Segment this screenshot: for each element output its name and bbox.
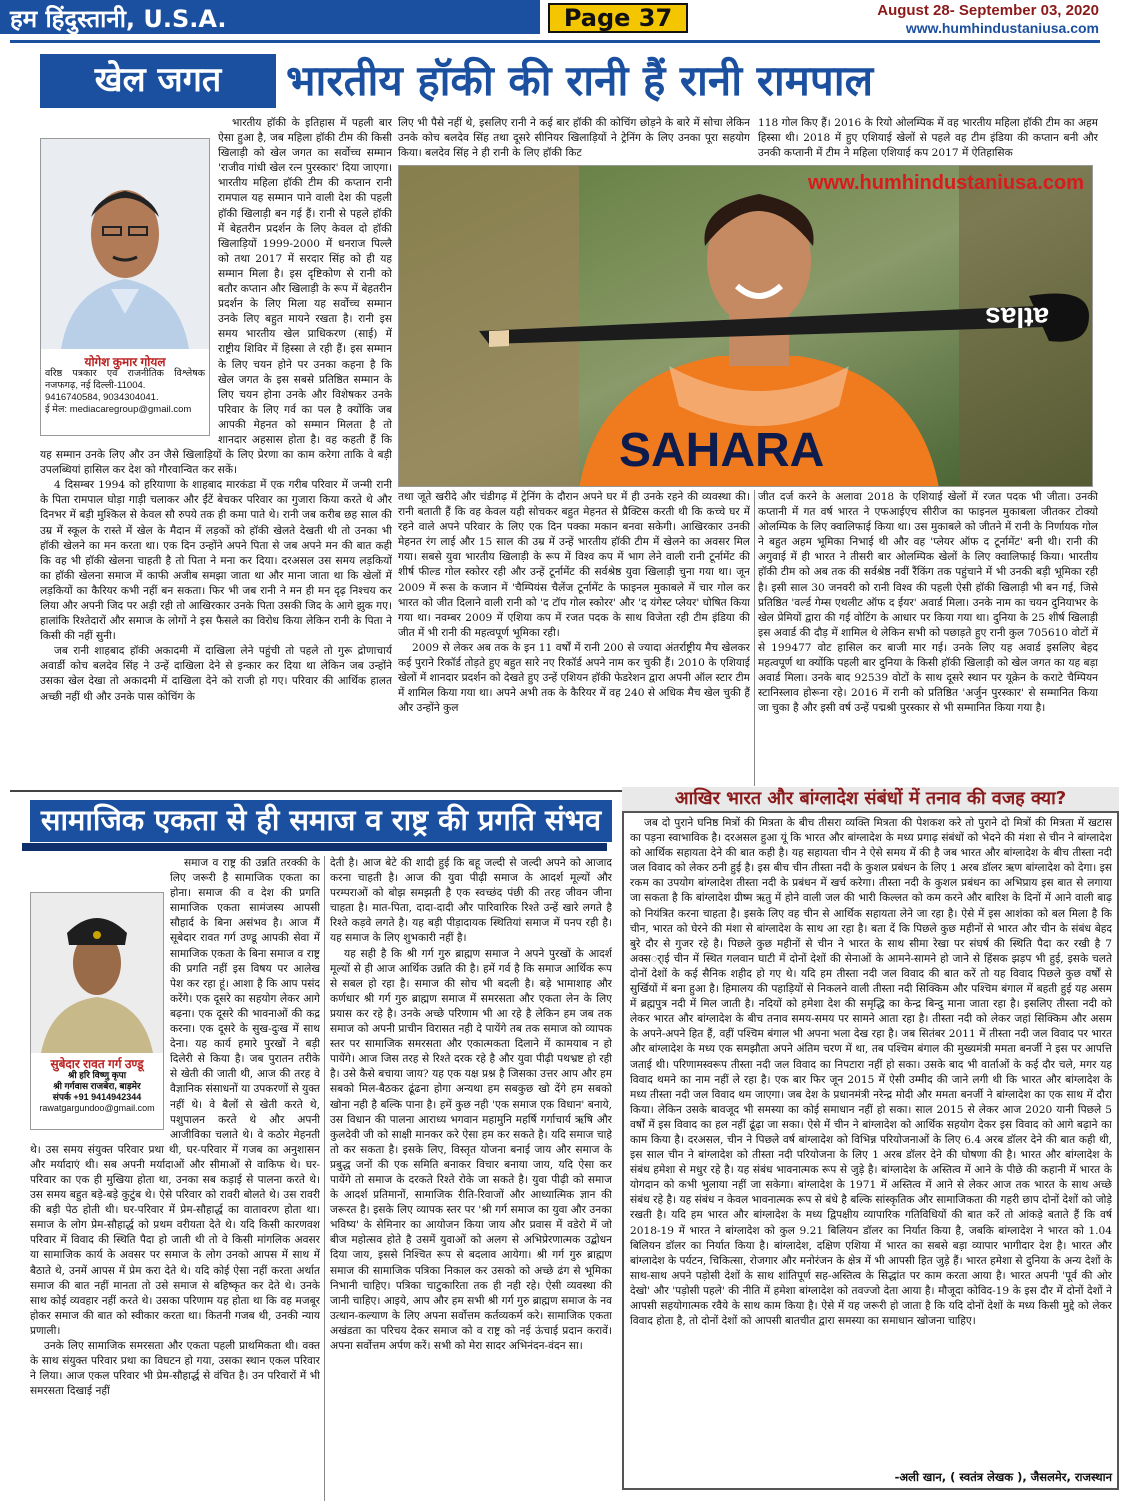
article1-paragraph: 118 गोल किए हैं। 2016 के रियो ओलम्पिक में वह भारतीय महिला हॉकी टीम का अहम हिस्सा थी। 2018 में हुए एशियाई खेलों से पहले वह टीम इंडिया की कप्तान बनी और उनकी कप्तानी में टीम ने महिला एशियाई कप 2017 में ऐतिहासिक <box>758 117 1098 160</box>
article1-column-2 <box>398 490 750 786</box>
article1-paragraph: तथा जूते खरीदे और चंडीगढ़ में ट्रेनिंग के दौरान अपने घर में ही उनके रहने की व्यवस्था की। रानी बताती हैं कि वह केवल यही सोचकर बहुत मेहनत से प्रैक्टिस करती थी कि कच्चे घर में रहने वाले अपने परिवार के लिए एक दिन पक्का मकान बनवा सकेगी। आखिरकार उनकी मेहनत रंग लाई और 15 साल की उम्र में उन्हें भारतीय हॉकी टीम में खेलने का अवसर मिल गया। सबसे युवा भारतीय खिलाड़ी के रूप में विश्व कप में भाग लेने वाली रानी टूर्नामेंट की शीर्ष फील्ड गोल स्कोरर रही और उन्हें टूर्नामेंट की सर्वश्रेष्ठ युवा खिलाड़ी चुना गया था। जून 2009 में रूस के कजान में 'चैम्पियंस चैलेंज टूर्नामेंट के फाइनल मुकाबले में चार गोल कर भारत को जीत दिलाने वाली रानी को 'द टॉप गोल स्कोरर' और 'द यंगेस्ट प्लेयर' घोषित किया गया था। नवम्बर 2009 में एशिया कप में रजत पदक के साथ विजेता रही टीम इंडिया की जीत में भी रानी की महत्वपूर्ण भूमिका रही। <box>398 491 750 639</box>
author-portrait-image <box>41 139 209 349</box>
article2-column-2 <box>330 856 612 1506</box>
column-divider <box>324 856 325 1501</box>
article2-column-1 <box>30 856 320 1506</box>
author-name: योगेश कुमार गोयल <box>84 355 166 370</box>
author-photo <box>40 138 210 436</box>
article2-paragraph: समाज व राष्ट्र की उन्नति तरक्की के लिए जरूरी है सामाजिक एकता का होना। समाज की व देश की प्रगति सामाजिक एकता सामंजस्य आपसी सौहार्द के बिना असंभव है। आज मैं सूबेदार रावत गर्ग उण्डू आपकी सेवा में सामाजिक एकता के बिना समाज व राष्ट्र की प्रगति नहीं इस विषय पर आलेख पेश कर रहा हूं। आशा है कि आप पसंद करेंगे। एक दूसरे का सहयोग लेकर आगे बढ़ना। एक दूसरे की भावनाओं की कद्र करना। एक दूसरे के सुख-दुःख में साथ देना। यह कार्य हमारे पुरखों ने बड़ी दिलेरी से किया है। जब पुरातन तरीके से खेती की जाती थी, आज की तरह वे वैज्ञानिक संसाधनों या उपकरणों से युक्त नहीं थे। वे बैलों से खेती करते थे, पशुपालन करते थे और अपनी आजीविका चलाते थे। वे कठोर मेहनती थे। उस समय संयुक्त परिवार प्रथा थी, घर-परिवार में गजब का अनुशासन और मर्यादाएं थी। सब अपनी मर्यादाओं और सीमाओं से वाकिफ थे। घर-परिवार का एक ही मुखिया होता था, उनका सब कड़ाई से पालना करते थे। उस समय बहुत बड़े-बड़े कुटुंब थे। ऐसे परिवार को रावरी बोलते थे। उस रावरी की बड़ी पेठ होती थी। घर-परिवार में प्रेम-सौहार्द्ध का वातावरण होता था। समाज के लोग प्रेम-सौहार्द्ध को प्रथम वरीयता देते थे। यदि किसी कारणवश परिवार में विवाद की स्थिति पैदा हो जाती थी तो वे किसी मांगलिक अवसर या सामाजिक कार्य के अवसर पर समाज के लोग उनको आपस में साथ में बैठाते थे, उनमें आपस में प्रेम करा देते थे। यदि कोई ऐसा नहीं करता अर्थात समाज की बात नहीं मानता तो उसे समाज से बहिष्कृत कर देते थे। उनके साथ कोई व्यवहार नहीं करते थे। उसका परिणाम यह होता था कि वह मजबूर होकर समाज की बात को स्वीकार करता था। कितनी गजब थी, उनकी न्याय प्रणाली। <box>30 857 320 1337</box>
author-caption <box>41 354 209 418</box>
article1-column-3 <box>758 490 1098 786</box>
headline-underbar <box>22 843 607 851</box>
article1-paragraph: लिए भी पैसे नहीं थे, इसलिए रानी ने कई बार हॉकी की कोचिंग छोड़ने के बारे में सोचा लेकिन उनके कोच बलदेव सिंह तथा दूसरे सीनियर खिलाड़ियों ने ट्रेनिंग के लिए उनका पूरा सहयोग किया। बलदेव सिंह ने ही रानी के लिए हॉकी किट <box>398 117 750 160</box>
column-divider <box>754 490 755 786</box>
author2-caption <box>31 1058 163 1115</box>
author2-desc-1: श्री हरि विष्णु कृपा <box>67 1070 127 1081</box>
article2-headline: सामाजिक एकता से ही समाज व राष्ट्र की प्रगति संभव <box>30 800 612 842</box>
article1-column-1 <box>40 116 392 786</box>
author2-phone: संपर्क +91 9414942344 <box>52 1092 142 1103</box>
author2-name: सुबेदार रावत गर्ग उण्डू <box>50 1057 144 1072</box>
author-email: ई मेल: mediacaregroup@gmail.com <box>45 404 192 416</box>
page-number: Page 37 <box>548 3 688 33</box>
website-link[interactable]: www.humhindustaniusa.com <box>905 20 1099 36</box>
author2-desc-2: श्री गर्गवास राजबेरा, बाड़मेर <box>53 1081 141 1092</box>
article1-paragraph: जब रानी शाहबाद हॉकी अकादमी में दाखिला लेने पहुंची तो पहले तो गुरू द्रोणाचार्य अवार्डी कोच बलदेव सिंह ने उन्हें दाखिला देने से इन्कार कर दिया था लेकिन जब उन्होंने उसका खेल देखा तो अकादमी में दाखिला देने को राजी हो गए। परिवार की आर्थिक हालत अच्छी नहीं थी और उनके पास कोचिंग के <box>40 645 392 703</box>
player-photo <box>398 165 1093 487</box>
photo-watermark: www.humhindustaniusa.com <box>808 172 1084 194</box>
article1-paragraph: जीत दर्ज करने के अलावा 2018 के एशियाई खेलों में रजत पदक भी जीता। उनकी कप्तानी में गत वर्ष भारत ने एफआईएच सीरीज का फाइनल मुकाबला जीतकर टोक्यो ओलम्पिक के लिए क्वालिफाई किया था। उस मुकाबले को जीतने में रानी के निर्णायक गोल ने बहुत अहम भूमिका निभाई थी और वह 'प्लेयर ऑफ द टूर्नामेंट' बनी थी। रानी की अगुवाई में ही भारत ने तीसरी बार ओलम्पिक खेलों के लिए क्वालिफाई किया। भारतीय हॉकी टीम को अब तक की सर्वश्रेष्ठ नवीं रैंकिंग तक पहुंचाने में भी उनकी बड़ी भूमिका रही है। इसी साल 30 जनवरी को रानी विश्व की पहली ऐसी हॉकी खिलाड़ी भी बन गई, जिसे प्रतिष्ठित 'वर्ल्ड गेम्स एथलीट ऑफ द ईयर' अवार्ड मिला। उनके नाम का चयन दुनियाभर के खेल प्रेमियों द्वारा की गई वोटिंग के आधार पर किया गया था। दुनिया के 25 शीर्ष खिलाड़ी इस अवार्ड की दौड़ में शामिल थे लेकिन सभी को पछाड़ते हुए रानी कुल 705610 वोटों में से 199477 वोट हासिल कर बाजी मार गई। उनके लिए यह अवार्ड इसलिए बेहद महत्वपूर्ण था क्योंकि पहली बार दुनिया के किसी हॉकी खिलाड़ी को खेल जगत का यह बड़ा अवार्ड मिला। उनके बाद 92539 वोटों के साथ दूसरे स्थान पर यूक्रेन के कराटे चैम्पियन स्टानिस्लाव होरूना रहे। 2016 में रानी को प्रतिष्ठित 'अर्जुन पुरस्कार' से सम्मानित किया जा चुका है और इसी वर्ष उन्हें पद्मश्री पुरस्कार से भी सम्मानित किया गया है। <box>758 491 1098 715</box>
article2-paragraph: उनके लिए सामाजिक समरसता और एकता पहली प्राथमिकता थी। वक्त के साथ संयुक्त परिवार प्रथा का विघटन हो गया, उसका स्थान एकल परिवार ने लिया। आज एकल परिवार भी प्रेम-सौहार्द्ध से वंचित है। उन परिवारों में भी समरसता दिखाई नहीं <box>30 1340 320 1398</box>
article3-paragraph: जब दो पुराने घनिष्ठ मित्रों की मित्रता के बीच तीसरा व्यक्ति मित्रता की पेशकश करे तो पुराने दो मित्रों की मित्रता में खटास का पड़ना स्वाभाविक है। दरअसल हुआ यूं कि भारत और बांग्लादेश के मध्य प्रगाढ़ संबंधों को भेदने की मंशा से चीन ने बांग्लादेश को आर्थिक सहायता देने की बात कही है। यह सहायता चीन ने ऐसे समय में की है जब भारत और बांग्लादेश के बीच तीस्ता नदी जल विवाद को लेकर ठनी हुई है। इस बीच चीन तीस्ता नदी के कुशल प्रबंधन के लिए 1 अरब डॉलर ऋण बांग्लादेश को देगा। इस रकम का उपयोग बांग्लादेश तीस्ता नदी के प्रबंधन में खर्च करेगा। तीस्ता नदी के कुशल प्रबंधन का अभिप्राय इस बात से लगाया जा सकता है कि बांग्लादेश ग्रीष्म ऋतु में होने वाली जल की भारी किल्लत को कम करने और बारिश के दिनों में आने वाली बाढ़ को नियंत्रित करना चाहता है। इसके लिए वह चीन से आर्थिक सहायता लेने जा रहा है। ऐसे में इस आशंका को बल मिला है कि चीन, भारत को घेरने की मंशा से बांग्लादेश के साथ आ रहा है। बता दें कि पिछले कुछ महीनों से भारत और चीन के संबंध बेहद बुरे दौर से गुजर रहे है। पिछले कुछ महीनों से चीन ने भारत के साथ सीमा रेखा पर संघर्ष की स्थिति पैदा कर रखी है 7 अक्सर्ाई चीन में स्थित गलवान घाटी में दोनों देशों की सेनाओं के आमने-सामने हो जाने से हिंसक झड़प भी हुई, इसके चलते दोनों देशों के कई सैनिक शहीद हो गए थे। यदि हम तीस्ता नदी जल विवाद की बात करें तो यह विवाद पिछले कुछ वर्षों से सुर्खियों में बना हुआ है। हिमालय की पहाड़ियों से निकलने वाली तीस्ता नदी सिक्किम और पश्चिम बंगाल में बहती हुई यह असम में ब्रह्मपुत्र नदी में मिल जाती है। नदियों को हमेशा देश की समृद्धि का केन्द्र बिन्दु माना जाता रहा है। इसलिए तीस्ता नदी को लेकर भारत और बांग्लादेश के बीच तनाव समय-समय पर सामने आता रहा है। तीस्ता नदी को लेकर जहां सिक्किम और असम के अपने-अपने हित हैं, वहीं पश्चिम बंगाल भी अपना भला देख रहा है। जब सितंबर 2011 में तीस्ता नदी जल विवाद पर भारत और बांग्लादेश के मध्य एक समझौता अपने अंतिम चरण में था, तब पश्चिम बंगाल की मुख्यमंत्री ममता बनर्जी ने इस पर आपत्ति जताई थी। परिणामस्वरूप तीस्ता नदी जल विवाद का निपटारा नहीं हो सका। उसके बाद भी वार्ताओं के कई दौर चले, मगर यह विवाद थमने का नाम नहीं ले रहा है। एक बार फिर जून 2015 में ऐसी उम्मीद की जाने लगी थी कि भारत और बांग्लादेश के मध्य तीस्ता नदी जल विवाद थम जाएगा। जब देश के प्रधानमंत्री नरेन्द्र मोदी और ममता बनर्जी ने बांग्लादेश का एक साथ में दौरा किया। लेकिन उसके बावजूद भी समस्या का कोई समाधान नहीं हो सका। साल 2015 से लेकर आज 2020 यानी पिछले 5 वर्षों में इस विवाद का हल नहीं ढूंढ़ा जा सका। ऐसे में चीन ने बांग्लादेश को आर्थिक सहयोग देकर इस विवाद को आगे बढ़ाने का काम किया है। दरअसल, चीन ने पिछले वर्ष बांग्लादेश को विभिन्न परियोजनाओं के लिए 6.4 अरब डॉलर देने की बात कही थी, इस साल चीन ने बांग्लादेश को तीस्ता नदी परियोजना के लिए 1 अरब डॉलर देने की घोषणा की है। भारत और बांग्लादेश के संबंध हमेशा से मधुर रहे है। यह संबंध भावनात्मक रूप से जुड़े है। बांग्लादेश के अस्तित्व में आने के पीछे की कहानी में भारत के योगदान को कभी भुलाया नहीं जा सकेगा। बांग्लादेश के 1971 में अस्तित्व में आने से लेकर आज तक भारत के साथ अच्छे संबंध रहे है। यह संबंध न केवल भावनात्मक रूप से बंधे है बल्कि सांस्कृतिक और सामाजिकता की गहरी छाप दोनों देशों को जोड़े रखती है। यदि हम भारत और बांग्लादेश के मध्य द्विपक्षीय व्यापारिक गतिविधियों की बात करें तो आंकड़े बताते हैं कि वर्ष 2018-19 में भारत ने बांग्लादेश को कुल 9.21 बिलियन डॉलर का निर्यात किया है, जबकि बांग्लादेश ने भारत को 1.04 बिलियन डॉलर का निर्यात किया है। बांग्लादेश, दक्षिण एशिया में भारत का सबसे बड़ा व्यापार भागीदार देश है। भारत और बांग्लादेश के पर्यटन, चिकित्सा, रोजगार और मनोरंजन के क्षेत्र में भी आपसी हित जुड़े हैं। भारत हमेशा से दुनिया के अन्य देशों के साथ-साथ अपने पड़ोसी देशों के साथ शांतिपूर्ण सह-अस्तित्व के सिद्धांत पर काम करता आया है। भारत अपनी 'पूर्व की ओर देखो' और 'पड़ोसी पहले' की नीति में हमेशा बांग्लादेश को तवज्जो देता आया है। मौजूदा कोविद-19 के इस दौर में दोनों देशों ने आपसी सहयोगात्मक रवैये के साथ काम किया है। ऐसे में यह जरूरी हो जाता है कि यदि दोनों देशों के मध्य किसी मुद्दे को लेकर विवाद होता है, तो दोनों देशों को आपसी बातचीत द्वारा समस्या का समाधान खोजना चाहिए। <box>630 817 1112 1328</box>
article2-paragraph: देती है। आज बेटे की शादी हुई कि बहू जल्दी से जल्दी अपने को आजाद करना चाहती है। आज की युवा पीढ़ी समाज के आदर्श मूल्यों और परम्पराओं को बोझ समझती है एक स्वच्छंद पंछी की तरह जीवन जीना चाहता है। मात-पिता, दादा-दादी और पारिवारिक रिश्ते उन्हें खारे लगते है रिश्ते कड़वे लगते है। यह बड़ी पीड़ादायक स्थितियां समाज में पनप रही है। यह समाज के लिए शुभकारी नहीं है। <box>330 857 612 945</box>
author2-photo <box>30 892 164 1130</box>
hockey-player-image <box>399 166 1093 487</box>
author2-portrait-image <box>31 893 163 1053</box>
author2-email: rawatgargundoo@gmail.com <box>39 1103 155 1114</box>
article1-paragraph: 2009 से लेकर अब तक के इन 11 वर्षों में रानी 200 से ज्यादा अंतर्राष्ट्रीय मैच खेलकर कई पुराने रिकॉर्ड तोड़ते हुए बहुत सारे नए रिकॉर्ड अपने नाम कर चुकी हैं। 2010 के एशियाई खेलों में शानदार प्रदर्शन को देखते हुए उन्हें एशियन हॉकी फेडरेशन द्वारा अपनी ऑल स्टार टीम में शामिल किया गया था। अपने अभी तक के कैरियर में वह 240 से अधिक मैच खेल चुकी हैं और उन्होंने कुल <box>398 641 750 715</box>
section-label: खेल जगत <box>40 54 276 108</box>
stick-text: atlas <box>985 302 1049 333</box>
author-description: वरिष्ठ पत्रकार एवं राजनीतिक विश्लेषक नजफगढ़, नई दिल्ली-11004. <box>45 368 205 392</box>
publication-title: हम हिंदुस्तानी, U.S.A. <box>10 5 227 33</box>
article3-byline: -अली खान, ( स्वतंत्र लेखक ), जैसलमेर, राजस्थान <box>894 1470 1112 1484</box>
article2-paragraph: यह सही है कि श्री गर्ग गुरु ब्राह्मण समाज ने अपने पुरखों के आदर्श मूल्यों से ही आज आर्थिक उन्नति की है। हमें गर्व है कि समाज आर्थिक रूप से सबल हो रहा है। समाज की सोच भी बदली है। बड़े भामाशाह और कर्णधार श्री गर्ग गुरु ब्राह्मण समाज में समरसता और एकता लेन के लिए प्रयास कर रहे है। उनके अच्छे परिणाम भी आ रहे है लेकिन हम जब तक समाज को अपनी प्राचीन विरासत नही दे पायेंगे तब तक समाज को व्यापक स्तर पर सामाजिक समरसता और एकात्मकता दिलाने में कामयाब न हो पायेंगे। आज जिस तरह से रिश्ते दरक रहे है और युवा पीढ़ी पथभ्रष्ट हो रही है। उसे कैसे बचाया जाय? यह एक यक्ष प्रश्न है जिसका उत्तर आप और हम सबको मिल-बैठकर ढूंढना होगा अन्यथा हम सबकुछ खो देंगे हम सबको खोना नही है बल्कि पाना है। हमें कुछ नही 'एक समाज एक विधान' बनाये, उस विधान की पालना आराध्य भगवान महामुनि महर्षि गर्गाचार्य ऋषि और कुलदेवी जी को साक्षी मानकर करे ऐसा हम कर सकते है। यदि समाज चाहे तो कर सकता है। इसके लिए, विस्तृत योजना बनाई जाय और समाज के प्रबुद्ध जनों की एक समिति बनाकर विचार बनाया जाय, यदि ऐसा कर पायेंगे तो समाज के दरकते रिश्ते रोके जा सकते है। युवा पीढ़ी को समाज के आदर्श प्रतिमानों, सामाजिक रीति-रिवाजों और आध्यात्मिक ज्ञान की जरूरत है। इसके लिए व्यापक स्तर पर 'श्री गर्ग समाज का युवा और उनका भविष्य' के सेमिनार का आयोजन किया जाय और प्रवास में वडेरो में जो बीज महोत्सव होते है उसमें युवाओं को अलग से अभिप्रेरणात्मक उद्बोधन दिया जाय, इससे निश्चित रूप से बदलाव आयेगा। श्री गर्ग गुरु ब्राह्मण समाज की सामाजिक पत्रिका निकाल कर उसको को अच्छे ढंग से भूमिका निभानी चाहिए। पत्रिका चाटुकारिता तक ही नही रहे। ऐसी व्यवस्था की जानी चाहिए। आइये, आप और हम सभी श्री गर्ग गुरु ब्राह्मण समाज के नव उत्थान-कल्याण के लिए अपना सर्वोत्तम कर्तव्यकर्म करे। सामाजिक एकता अखंडता का परिचय देकर समाज को व राष्ट्र को नई ऊंचाई प्रदान करावें। अपना सर्वोत्तम अर्पण करें। सभी को मेरा सादर अभिनंदन-वंदन सा। <box>330 947 612 1352</box>
jersey-text: SAHARA <box>619 424 825 477</box>
article1-column-3-top <box>758 116 1098 162</box>
article3-body <box>630 816 1112 1468</box>
article1-column-2-top <box>398 116 750 162</box>
header-rule <box>10 40 1100 43</box>
issue-date: August 28- September 03, 2020 <box>877 2 1099 19</box>
author-phone: 9416740584, 9034304041. <box>45 392 159 404</box>
article1-paragraph: 4 दिसम्बर 1994 को हरियाणा के शाहबाद मारकंडा में एक गरीब परिवार में जन्मी रानी के पिता रामपाल घोड़ा गाड़ी चलाकर और ईंटें बेचकर परिवार का गुजारा किया करते थे और दिनभर में बड़ी मुश्किल से केवल सौ रुपये तक ही कमा पाते थे। रानी जब करीब छह साल की उम्र में स्कूल के रास्ते में खेल के मैदान में लड़कों को हॉकी खेलते देखती थी तो उनका भी हॉकी खेलने का मन करता था। एक दिन उन्होंने अपने पिता से जब अपने मन की बात कही कि वह भी हॉकी खेलना चाहती है तो पिता ने मना कर दिया। दरअसल उस समय लड़कियों का हॉकी खेलना समाज में काफी अजीब समझा जाता था और माना जाता था कि खेलों में लड़कियों का कैरियर कभी नहीं बन सकता। फिर भी जब रानी ने मन ही मन दृढ़ निश्चय कर लिया और अपनी जिद पर अड़ी रही तो आखिरकार उनके पिता उसकी जिद के आगे झुक गए। हालांकि रिश्तेदारों और समाज के लोगों ने इस फैसले का विरोध किया लेकिन रानी के पिता ने किसी की नहीं सुनी। <box>40 479 392 643</box>
masthead <box>0 0 1135 40</box>
article1-headline: भारतीय हॉकी की रानी हैं रानी रामपाल <box>286 56 874 105</box>
article1-paragraph: भारतीय हॉकी के इतिहास में पहली बार ऐसा हुआ है, जब महिला हॉकी टीम की किसी खिलाड़ी को खेल जगत का सर्वोच्च सम्मान 'राजीव गांधी खेल रत्न पुरस्कार' दिया जाएगा। भारतीय महिला हॉकी टीम की कप्तान रानी रामपाल यह सम्मान पाने वाली देश की पहली हॉकी खिलाड़ी बन गई हैं। रानी से पहले हॉकी में बेहतरीन प्रदर्शन के लिए केवल दो हॉकी खिलाड़ियों 1999-2000 में धनराज पिल्लै को तथा 2017 में सरदार सिंह को ही यह सम्मान मिला है। इस दृष्टिकोण से रानी को बतौर कप्तान और खिलाड़ी के रूप में बेहतरीन प्रदर्शन के लिए मिला यह सर्वोच्च सम्मान उनके लिए बहुत मायने रखता है। रानी इस समय भारतीय खेल प्राधिकरण (साई) में राष्ट्रीय शिविर में हिस्सा ले रही हैं। इस सम्मान के लिए चयन होने पर उनका कहना है कि खेल जगत के इस सबसे प्रतिष्ठित सम्मान के लिए चयन होना उनके और विशेषकर उनके परिवार के लिए गर्व का पल है क्योंकि जब आपकी मेहनत को सम्मान मिलता है तो शानदार अहसास होता है। वह कहती हैं कि यह सम्मान उनके लिए और उन जैसे खिलाड़ियों के लिए प्रेरणा का काम करेगा ताकि वे बड़ी उपलब्धियां हासिल कर देश को गौरवान्वित कर सकें। <box>40 117 392 477</box>
article3-headline: आखिर भारत और बांग्लादेश संबंधों में तनाव की वजह क्या? <box>622 787 1119 813</box>
